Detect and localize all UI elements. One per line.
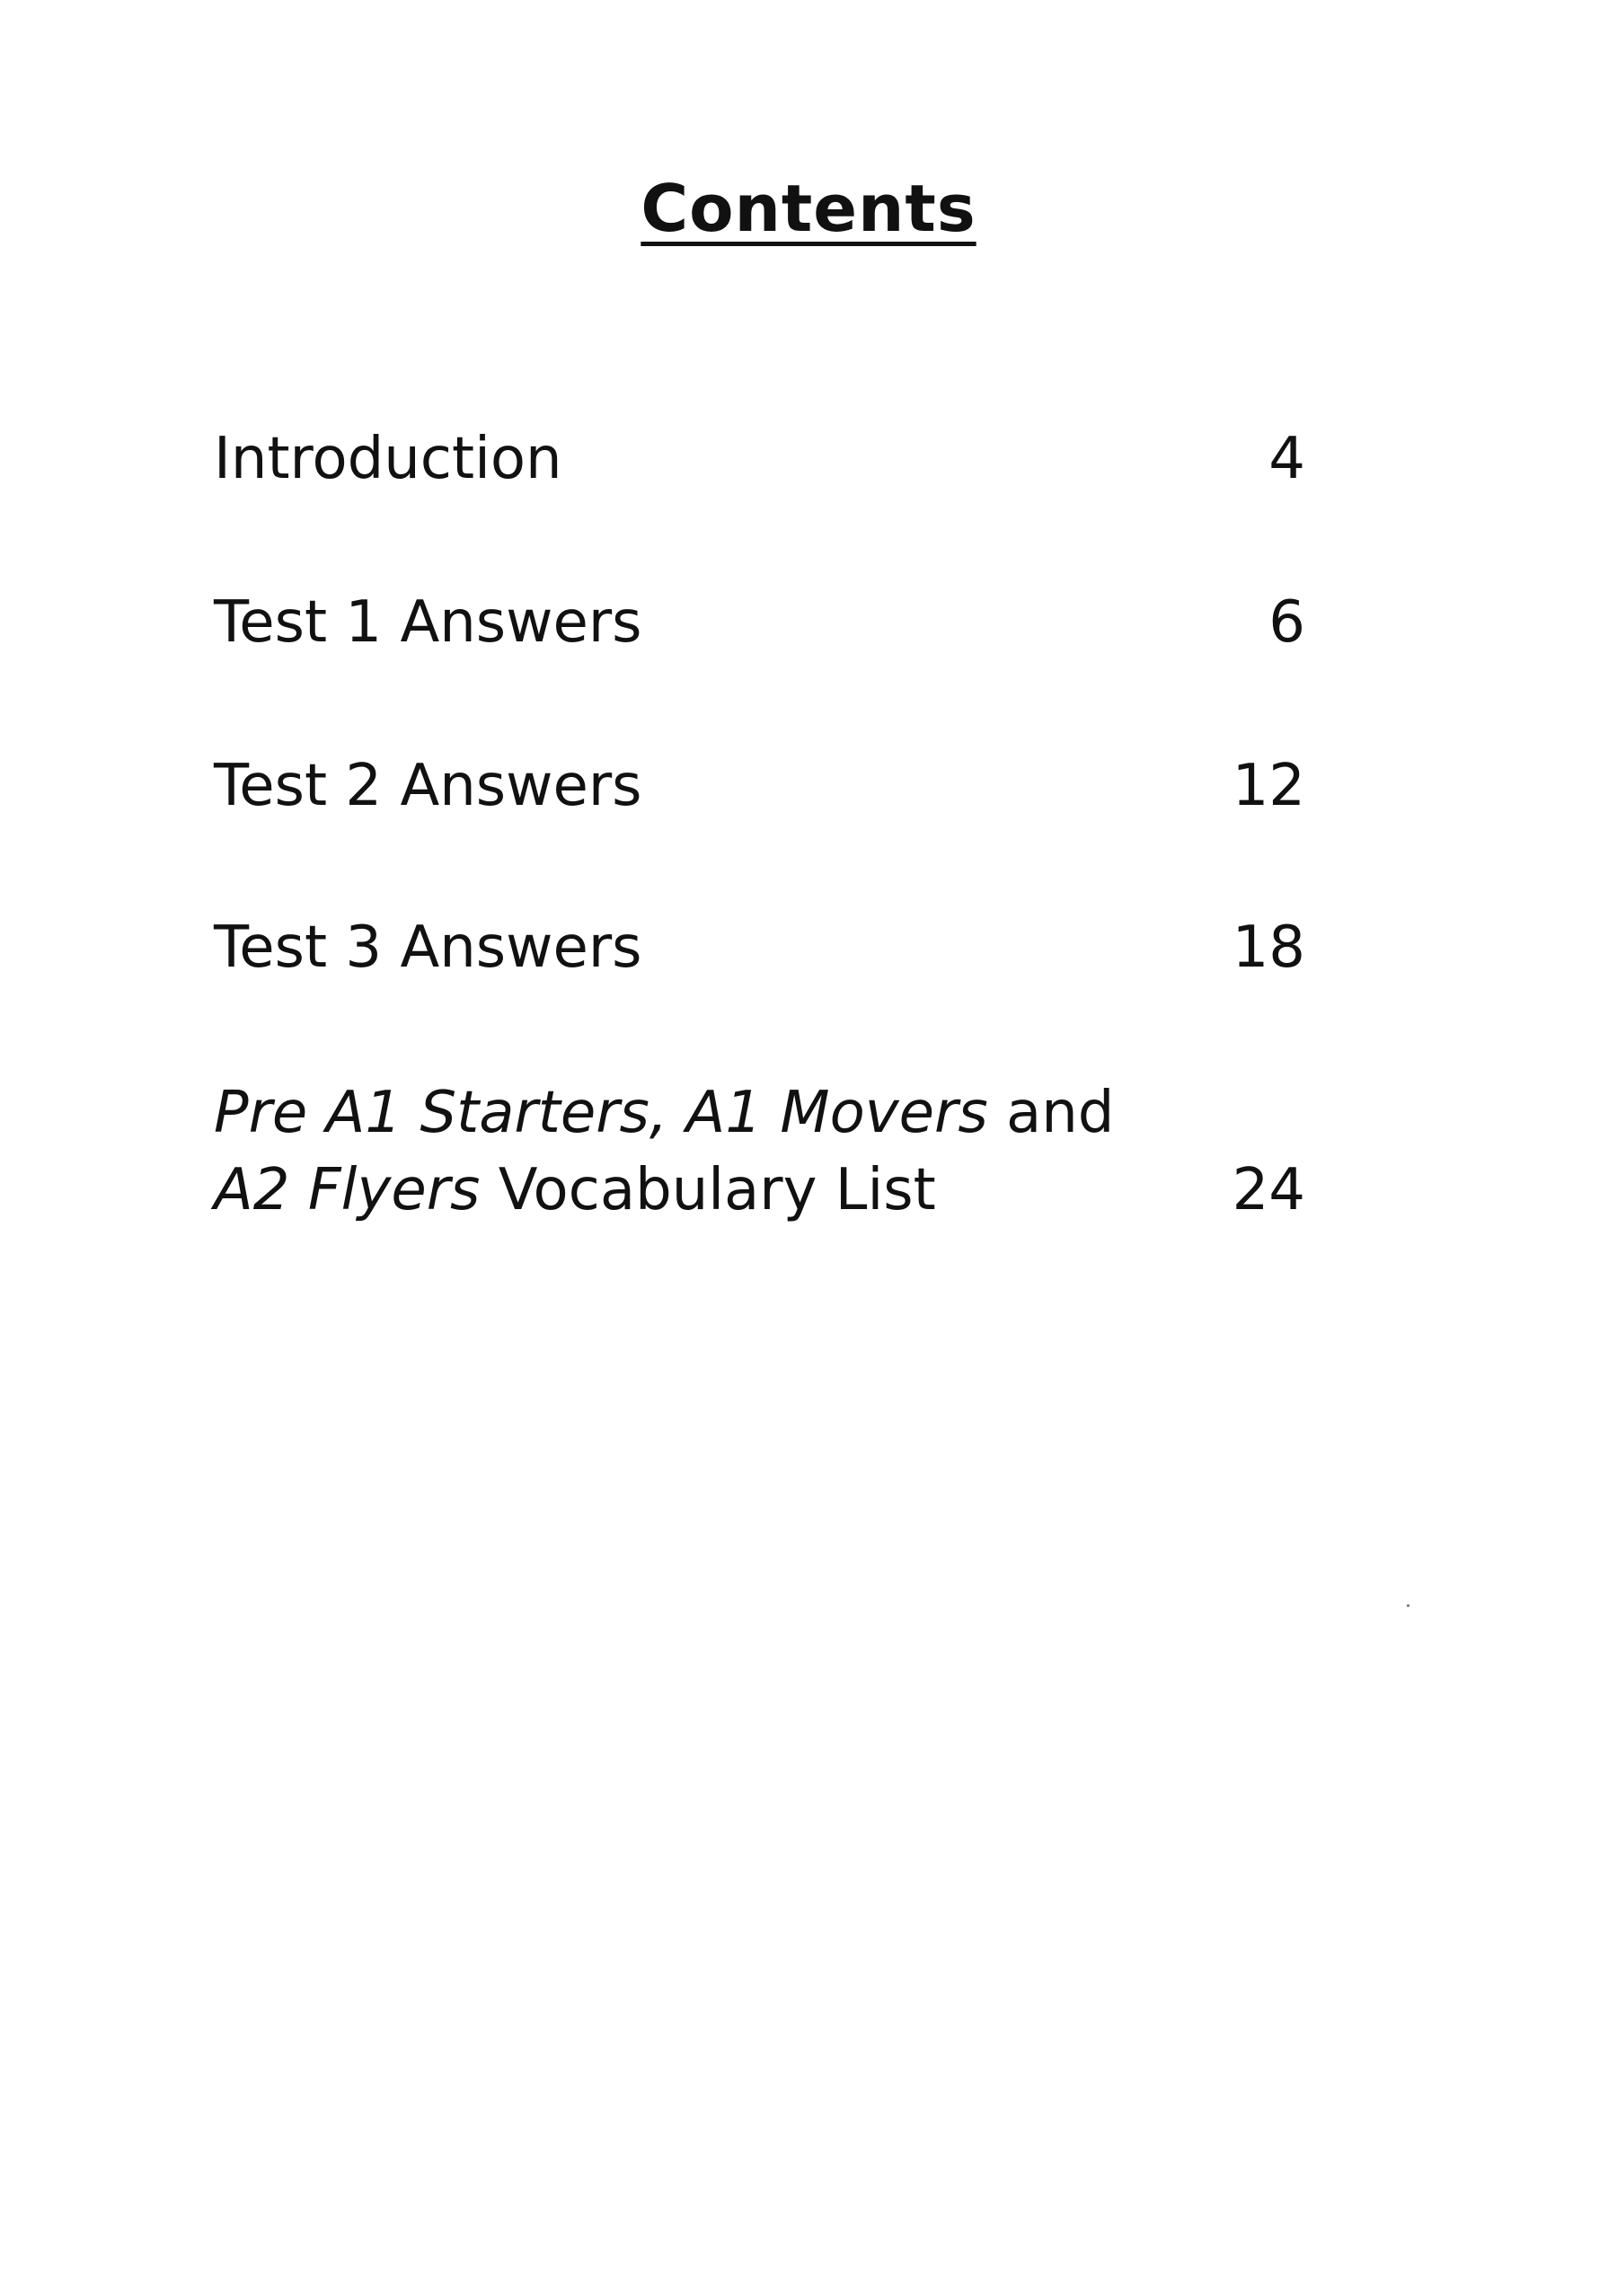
toc-entry-label: Test 3 Answers bbox=[214, 914, 642, 981]
vocab-label-connector: and bbox=[987, 1080, 1115, 1146]
toc-entry-label: Test 1 Answers bbox=[214, 589, 642, 656]
toc-entry-label: Test 2 Answers bbox=[214, 753, 642, 819]
toc-entry-page-number: 4 bbox=[1268, 426, 1305, 492]
toc-entry-test-3-answers[interactable] bbox=[214, 909, 1305, 986]
vocab-label-italic-flyers: A2 Flyers bbox=[214, 1157, 481, 1223]
toc-entry-introduction[interactable] bbox=[214, 420, 1305, 498]
vocab-label-italic-levels: Pre A1 Starters, A1 Movers bbox=[214, 1080, 988, 1146]
toc-entry-test-2-answers[interactable] bbox=[214, 747, 1305, 825]
toc-entry-page-number: 6 bbox=[1268, 589, 1305, 656]
toc-entry-label bbox=[214, 1074, 1114, 1229]
vocab-label-list-name: Vocabulary List bbox=[480, 1157, 936, 1223]
toc-entry-vocabulary-list[interactable] bbox=[214, 1074, 1305, 1229]
toc-entry-page-number: 12 bbox=[1232, 753, 1305, 819]
toc-entry-page-number: 24 bbox=[1232, 1157, 1305, 1223]
scan-speck bbox=[1407, 1604, 1409, 1607]
page-title bbox=[0, 171, 1617, 246]
page-title-text: Contents bbox=[641, 171, 976, 246]
toc-entry-label: Introduction bbox=[214, 426, 562, 492]
vocab-label-line-1 bbox=[214, 1074, 1114, 1152]
toc-entry-page-number: 18 bbox=[1232, 914, 1305, 981]
toc-entry-test-1-answers[interactable] bbox=[214, 584, 1305, 661]
vocab-label-line-2 bbox=[214, 1152, 1114, 1229]
